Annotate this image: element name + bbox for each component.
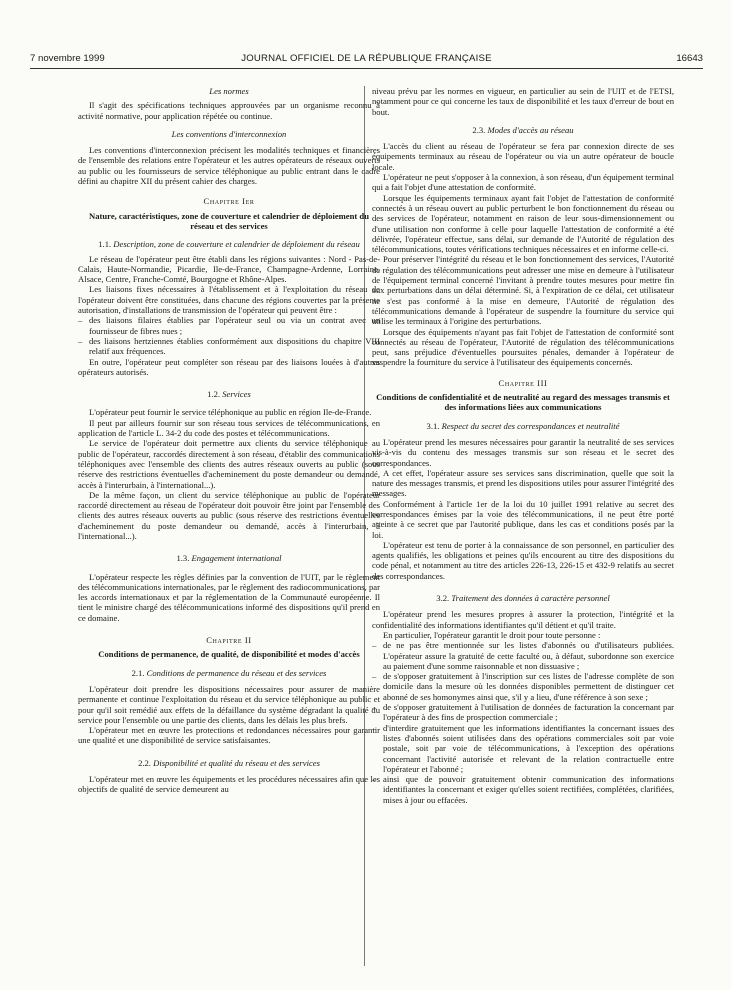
paragraph: L'opérateur met en œuvre les protections et redondances nécessaires pour garantir une qualité et une disponibilité de service satisfaisantes. <box>78 725 380 746</box>
paragraph: L'opérateur met en œuvre les équipements et les procédures nécessaires afin que les objectifs de qualité de service demeurent au <box>78 774 380 795</box>
paragraph: Les liaisons fixes nécessaires à l'établissement et à l'exploitation du réseau de l'opérateur doivent être constituées, dans chacune des régions couvertes par la présente autorisation, d'installations de transmission de l'opérateur qui peuvent être : <box>78 284 380 316</box>
right-column <box>372 86 674 805</box>
paragraph: De la même façon, un client du service téléphonique au public de l'opérateur raccordé directement au réseau de l'opérateur doit pouvoir être joint par l'ensemble des clients des autres réseaux ouverts au public (sous réserve des restrictions éventuelles d'acheminement du poste demandeur ou demandé, accès à l'interurbain, à l'international...). <box>78 489 380 541</box>
section-number: 2.1. <box>131 667 145 678</box>
journal-title: JOURNAL OFFICIEL DE LA RÉPUBLIQUE FRANÇAISE <box>241 53 492 64</box>
paragraph: L'opérateur peut fournir le service téléphonique au public en région Ile-de-France. <box>89 407 372 418</box>
paragraph: Lorsque les équipements terminaux ayant fait l'objet de l'attestation de conformité connectés à un réseau ouvert au public perturbent le bon fonctionnement du réseau ou des services de l'opérateur, notamment en raison de leur sous-dimensionnement ou d'une utilisation non conforme à celle pour laquelle l'attestation de conformité a été délivrée, l'opérateur effectue, sans délai, sur demande de l'Autorité de régulation des télécommunications, toutes vérifications techniques nécessaires et en informe celle-ci. <box>372 192 674 255</box>
paragraph: L'accès du client au réseau de l'opérateur se fera par connexion directe de ses équipements terminaux au réseau de l'opérateur ou via un autre opérateur de boucle locale. <box>372 141 674 172</box>
list-item: – d'interdire gratuitement que les informations identifiantes la concernant issues des listes d'abonnés soient utilisées dans des opérations commerciales soit par voie postale, soit par voie de télécommunications, à l'exception des opérations concernant l'activité autorisée et relevant de la relation contractuelle entre l'opérateur et l'abonné ; <box>372 723 674 774</box>
section-title-normes: Les normes <box>209 86 249 96</box>
list-item: – de s'opposer gratuitement à l'inscription sur ces listes de l'adresse complète de son domicile dans la mesure où les données disponibles permettent de distinguer cet abonné de ses homonymes ainsi que, s'il y a lieu, d'une référence à son sexe ; <box>372 671 674 702</box>
section-number: 2.2. <box>138 757 151 768</box>
paragraph: Pour préserver l'intégrité du réseau et le bon fonctionnement des services, l'Autorité de régulation des télécommunications peut adresser une mise en demeure à l'utilisateur de l'équipement terminal concerné l'invitant à prendre toutes mesures pour mettre fin aux perturbations dans un délai déterminé. Si, à l'expiration de ce délai, cet utilisateur ne s'est pas conformé à la mise en demeure, l'Autorité de régulation des télécommunications demande à l'opérateur de suspendre la fourniture du service qui utilise les terminaux à l'origine des perturbations. <box>372 254 674 327</box>
chapter-title: Conditions de permanence, de qualité, de disponibilité et modes d'accès <box>98 649 360 660</box>
list-item: – des liaisons filaires établies par l'opérateur seul ou via un contrat avec un fournisseur de fibres nues ; <box>78 315 380 336</box>
section-title: Modes d'accès au réseau <box>487 124 574 135</box>
paragraph: L'opérateur est tenu de porter à la connaissance de son personnel, en particulier des agents qualifiés, les obligations et peines qu'ils encourent au titre des dispositions du code pénal, et notamment au titre des articles 226-13, 226-15 et 432-9 relatifs au secret des correspondances. <box>372 539 674 581</box>
page-date: 7 novembre 1999 <box>30 53 105 64</box>
paragraph: Le réseau de l'opérateur peut être établi dans les régions suivantes : Nord - Pas-de-Calais, Haute-Normandie, Picardie, Ile-de-France, Champagne-Ardenne, Lorraine, Alsace, Centre, Franche-Comté, Bourgogne et Rhône-Alpes. <box>78 253 380 285</box>
section-number: 3.1. <box>426 420 440 431</box>
paragraph: L'opérateur prend les mesures nécessaires pour garantir la neutralité de ses services vis-à-vis du contenu des messages transmis sur son réseau et le secret des correspondances. <box>372 436 674 468</box>
section-title: Engagement international <box>191 553 282 564</box>
section-number: 1.2. <box>207 389 221 400</box>
chapter-label: Chapitre II <box>206 635 252 646</box>
running-head <box>30 53 703 65</box>
chapter-label: Chapitre Ier <box>203 196 255 207</box>
paragraph: Il s'agit des spécifications techniques approuvées par un organisme reconnu à activité normative, pour application répétée ou continue. <box>78 100 380 121</box>
section-title: Disponibilité et qualité du réseau et des services <box>153 757 320 768</box>
section-title-conventions: Les conventions d'interconnexion <box>171 128 287 139</box>
header-rule <box>30 68 703 69</box>
section-heading <box>78 758 380 768</box>
section-number: 2.3. <box>472 124 486 135</box>
section-heading <box>78 389 380 399</box>
page-number: 16643 <box>676 53 703 64</box>
paragraph: L'opérateur respecte les règles définies par la convention de l'UIT, par le règlement des télécommunications internationales, par le règlement des radiocommunications, par les accords internationaux et par la réglementation de la Communauté européenne. Il tient le ministre chargé des télécommunications informé des dispositions qu'il prend en ce domaine. <box>78 571 380 623</box>
section-title: Conditions de permanence du réseau et des services <box>146 667 327 678</box>
paragraph: L'opérateur ne peut s'opposer à la connexion, à son réseau, d'un équipement terminal qui a fait l'objet d'une attestation de conformité. <box>372 172 675 193</box>
bullet-list <box>372 640 674 805</box>
section-heading <box>372 593 674 603</box>
section-title: Services <box>222 389 251 400</box>
section-heading <box>78 668 380 678</box>
list-item: – de s'opposer gratuitement à l'utilisation de données de facturation la concernant par l'opérateur à des fins de prospection commerciale ; <box>372 702 674 723</box>
paragraph: Il peut par ailleurs fournir sur son réseau tous services de télécommunications, en application de l'article L. 34-2 du code des postes et télécommunications. <box>78 417 380 439</box>
list-item: – ainsi que de pouvoir gratuitement obtenir communication des informations identifiantes la concernant et exiger qu'elles soient rectifiées, complétées, clarifiées, mises à jour ou effacées. <box>372 774 674 805</box>
chapter-title: Nature, caractéristiques, zone de couverture et calendrier de déploiement du réseau et des services <box>89 210 369 231</box>
chapter-title: Conditions de confidentialité et de neutralité au regard des messages transmis et des informations liées aux communications <box>376 392 670 413</box>
paragraph: Lorsque des équipements n'ayant pas fait l'objet de l'attestation de conformité sont connectés au réseau de l'opérateur, l'Autorité de régulation des télécommunications peut, sans préjudice d'éventuelles poursuites pénales, demander à l'opérateur de suspendre la fourniture du service à l'utilisateur des équipements concernés. <box>372 326 674 368</box>
section-title: Respect du secret des correspondances et neutralité <box>441 420 620 431</box>
paragraph: Le service de l'opérateur doit permettre aux clients du service téléphonique au public de l'opérateur, raccordés directement à son réseau, d'établir des communications téléphoniques avec l'ensemble des clients des autres réseaux ouverts au public (sous réserve des restrictions éventuelles d'acheminement du poste demandeur ou demandé, accès à l'interurbain, à l'international...). <box>78 438 380 490</box>
paragraph: En outre, l'opérateur peut compléter son réseau par des liaisons louées à d'autres opérateurs autorisés. <box>78 356 380 377</box>
paragraph: En particulier, l'opérateur garantit le droit pour toute personne : <box>383 629 601 640</box>
bullet-list <box>78 315 380 356</box>
list-item: – de ne pas être mentionnée sur les listes d'abonnés ou d'utilisateurs publiées. L'opérateur assure la gratuité de cette faculté ou, à défaut, subordonne son exercice au paiement d'une somme raisonnable et non dissuasive ; <box>372 640 674 671</box>
section-heading <box>372 421 674 431</box>
chapter-label: Chapitre III <box>498 377 548 388</box>
section-heading <box>78 553 380 563</box>
section-number: 3.2. <box>436 593 450 604</box>
section-heading <box>78 239 380 249</box>
paragraph: niveau prévu par les normes en vigueur, en particulier au sein de l'UIT et de l'ETSI, notamment pour ce qui concerne les taux de disponibilité et les taux d'erreur de bout en bout. <box>372 86 674 117</box>
paragraph: L'opérateur doit prendre les dispositions nécessaires pour assurer de manière permanente et continue l'exploitation du réseau et du service téléphonique au public et pour qu'il soit remédié aux effets de la défaillance du système dégradant la qualité du service pour l'ensemble ou une partie des clients, dans les délais les plus brefs. <box>78 683 380 725</box>
section-number: 1.3. <box>176 553 190 564</box>
paragraph: L'opérateur prend les mesures propres à assurer la protection, l'intégrité et la confidentialité des informations identifiantes qu'il détient et qu'il traite. <box>372 609 674 630</box>
left-column <box>78 86 380 795</box>
paragraph: A cet effet, l'opérateur assure ses services sans discrimination, quelle que soit la nature des messages transmis, et prend les dispositions utiles pour assurer l'intégrité des messages. <box>372 467 674 499</box>
section-number: 1.1. <box>98 239 112 250</box>
section-title: Traitement des données à caractère personnel <box>451 593 610 604</box>
section-title: Description, zone de couverture et calendrier de déploiement du réseau <box>113 239 360 250</box>
paragraph: Conformément à l'article 1er de la loi du 10 juillet 1991 relative au secret des correspondances émises par la voie des télécommunications, il ne peut être porté atteinte à ce secret que par l'autorité publique, dans les cas et conditions posés par la loi. <box>372 498 674 540</box>
list-item: – des liaisons hertziennes établies conformément aux dispositions du chapitre VIII relatif aux fréquences. <box>78 336 380 357</box>
section-heading <box>372 125 674 135</box>
paragraph: Les conventions d'interconnexion précisent les modalités techniques et financières de l'ensemble des relations entre l'opérateur et les autres opérateurs de réseaux ouverts au public ou les fournisseurs de service téléphonique au public entrant dans le cadre défini au chapitre XII du présent cahier des charges. <box>78 145 380 187</box>
